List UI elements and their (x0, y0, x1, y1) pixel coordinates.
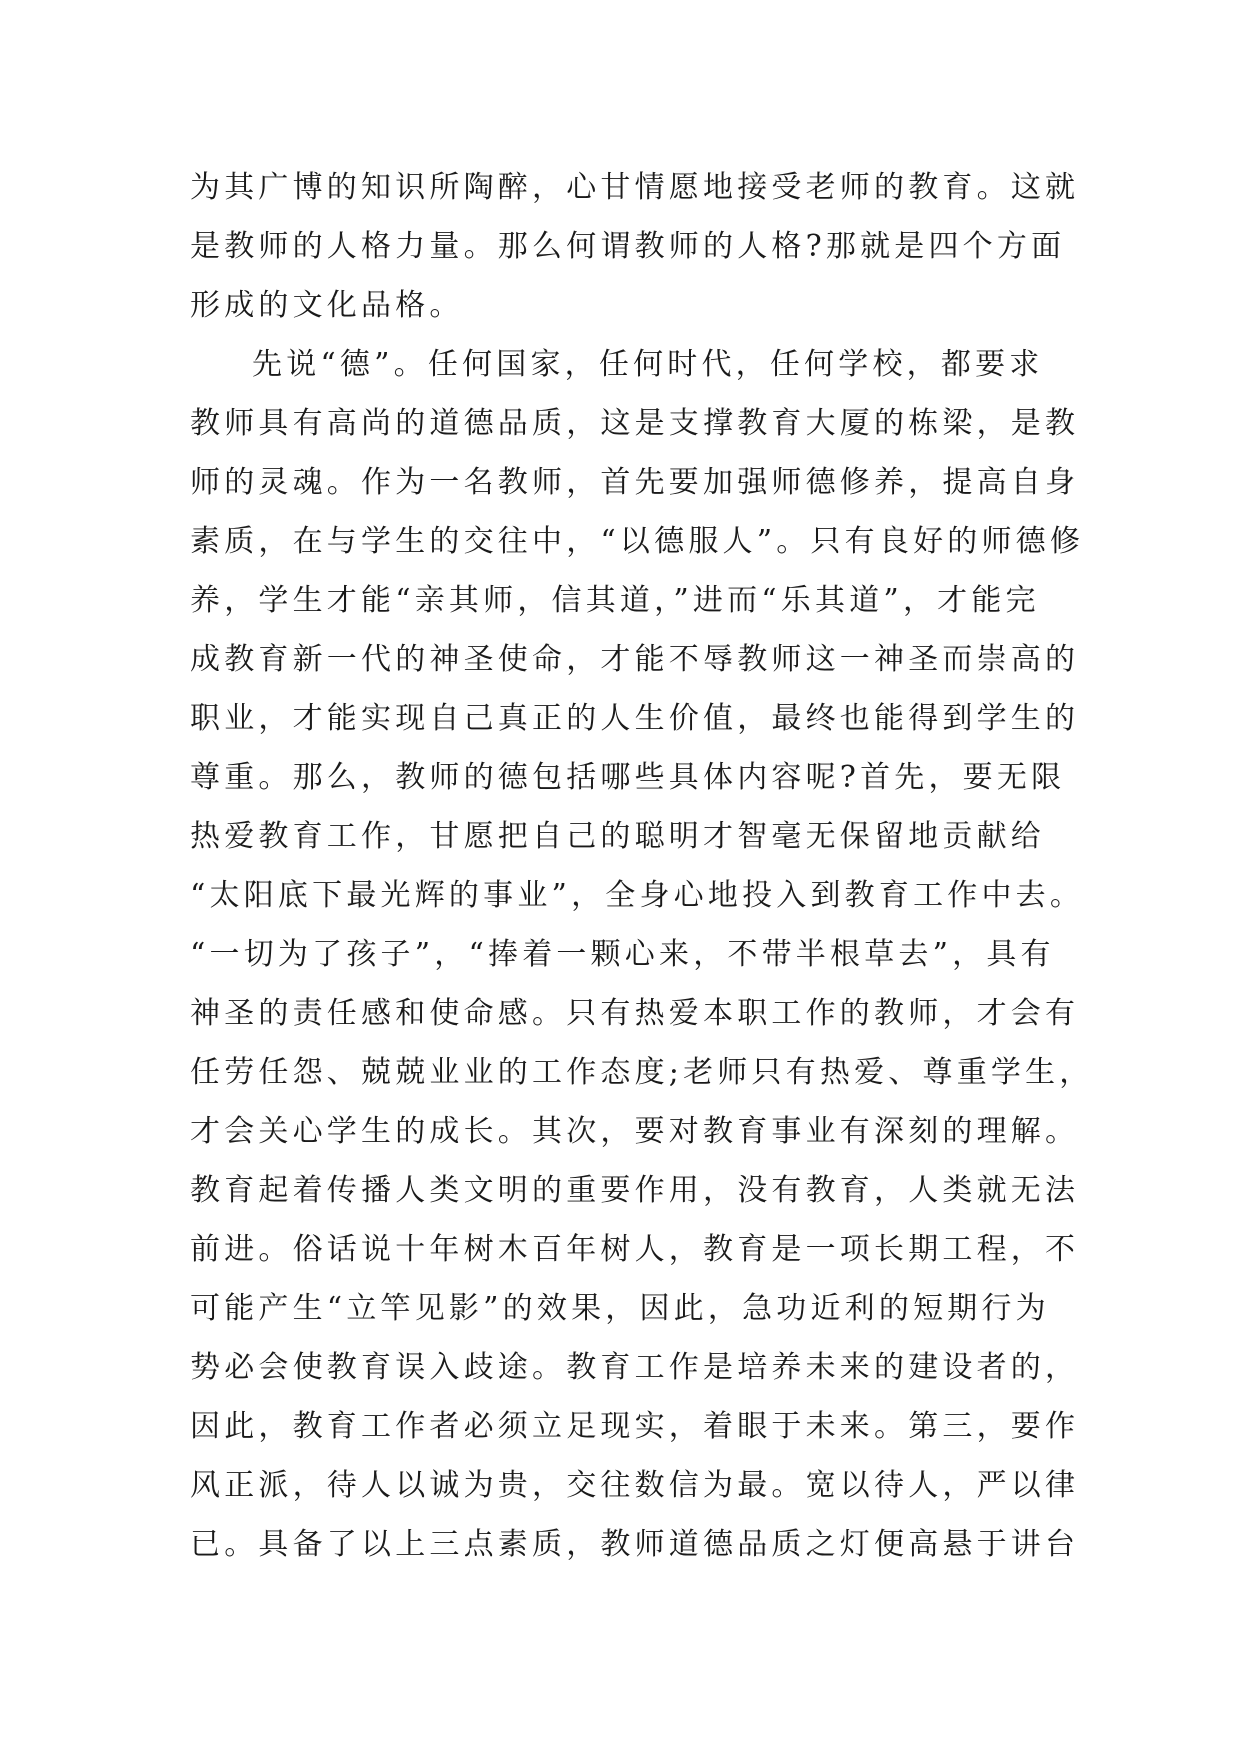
text-line: 是教师的人格力量。那么何谓教师的人格?那就是四个方面 (190, 229, 1066, 264)
text-line: 神圣的责任感和使命感。只有热爱本职工作的教师，才会有 (190, 996, 1080, 1031)
text-line: 可能产生“立竿见影”的效果，因此，急功近利的短期行为 (190, 1291, 1050, 1326)
text-line: 才会关心学生的成长。其次，要对教育事业有深刻的理解。 (190, 1114, 1080, 1149)
text-line: 师的灵魂。作为一名教师，首先要加强师德修养，提高自身 (190, 465, 1080, 500)
text-line: 已。具备了以上三点素质，教师道德品质之灯便高悬于讲台 (190, 1527, 1080, 1562)
text-line: 因此，教育工作者必须立足现实，着眼于未来。第三，要作 (190, 1409, 1080, 1444)
text-line: 教师具有高尚的道德品质，这是支撑教育大厦的栋梁，是教 (190, 406, 1080, 441)
text-line: 任劳任怨、兢兢业业的工作态度;老师只有热爱、尊重学生， (190, 1055, 1094, 1090)
text-line: 养，学生才能“亲其师，信其道，”进而“乐其道”，才能完 (190, 583, 1040, 618)
text-line: 尊重。那么，教师的德包括哪些具体内容呢?首先，要无限 (190, 760, 1066, 795)
text-line: 热爱教育工作，甘愿把自己的聪明才智毫无保留地贡献给 (190, 819, 1045, 854)
text-line: 为其广博的知识所陶醉，心甘情愿地接受老师的教育。这就 (190, 170, 1080, 205)
text-line: 教育起着传播人类文明的重要作用，没有教育，人类就无法 (190, 1173, 1080, 1208)
text-line: 势必会使教育误入歧途。教育工作是培养未来的建设者的， (190, 1350, 1080, 1385)
body-text (190, 158, 1094, 1574)
text-line: 成教育新一代的神圣使命，才能不辱教师这一神圣而崇高的 (190, 642, 1080, 677)
text-line: 职业，才能实现自己真正的人生价值，最终也能得到学生的 (190, 701, 1080, 736)
paragraph-start-line: 先说“德”。任何国家，任何时代，任何学校，都要求 (252, 347, 1044, 382)
text-line: 形成的文化品格。 (190, 288, 464, 323)
text-line: 风正派，待人以诚为贵，交往数信为最。宽以待人，严以律 (190, 1468, 1080, 1503)
text-line: 前进。俗话说十年树木百年树人，教育是一项长期工程，不 (190, 1232, 1080, 1267)
text-line: “一切为了孩子”，“捧着一颗心来，不带半根草去”，具有 (190, 937, 1055, 972)
text-line: “太阳底下最光辉的事业”，全身心地投入到教育工作中去。 (190, 878, 1085, 913)
text-line: 素质，在与学生的交往中，“以德服人”。只有良好的师德修 (190, 524, 1085, 559)
